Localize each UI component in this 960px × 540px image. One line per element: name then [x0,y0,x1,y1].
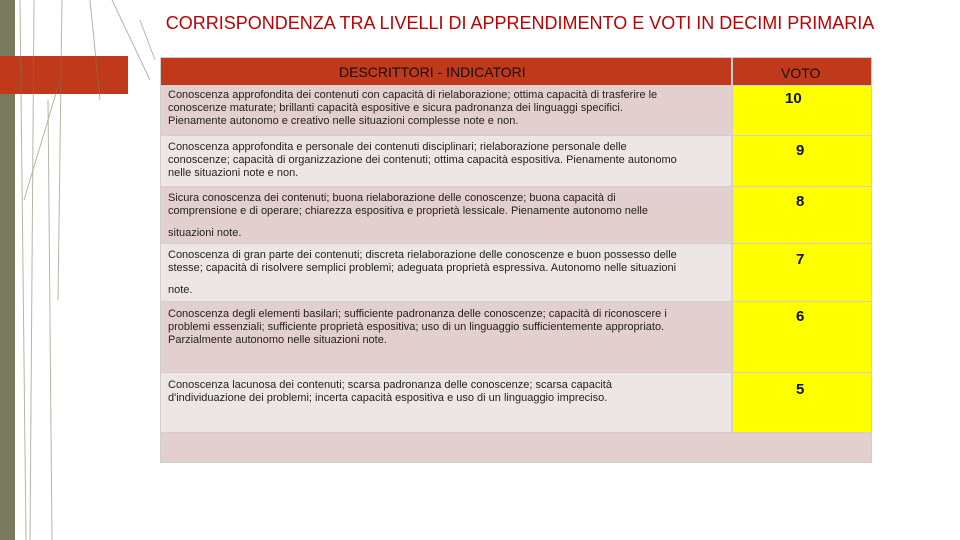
table-row-description [161,302,731,372]
grade-cell: 6 [733,302,871,372]
description-line: stesse; capacità di risolvere semplici problemi; adeguata proprietà espressiva. Autonomo nelle situazioni [168,262,677,274]
description-line: Conoscenza approfondita e personale dei contenuti disciplinari; rielaborazione personale delle [168,141,627,153]
description-line: problemi essenziali; sufficiente proprietà espositiva; uso di un linguaggio sufficientemente appropriato. [168,321,665,333]
decorative-lines [0,0,160,540]
description-line: nelle situazioni note e non. [168,167,299,179]
table-row-description [161,187,731,243]
header-grade: VOTO [733,58,871,85]
table-row-description [161,86,731,135]
description-line: Conoscenza approfondita dei contenuti con capacità di rielaborazione; ottima capacità di trasferire le [168,89,658,101]
description-line: Parzialmente autonomo nelle situazioni note. [168,334,387,346]
description-line: Conoscenza lacunosa dei contenuti; scarsa padronanza delle conoscenze; scarsa capacità [168,379,612,391]
description-line: note. [168,284,193,296]
grade-cell: 10 [733,86,871,135]
page-title: CORRISPONDENZA TRA LIVELLI DI APPRENDIMENTO E VOTI IN DECIMI PRIMARIA [165,13,875,33]
description-line: Conoscenza degli elementi basilari; sufficiente padronanza delle conoscenze; capacità di riconoscere i [168,308,667,320]
grade-cell: 5 [733,373,871,432]
grades-table [160,57,872,463]
empty-row [161,433,871,462]
grade-cell: 7 [733,244,871,301]
description-line: conoscenze; capacità di organizzazione dei contenuti; ottima capacità espositiva. Pienamente autonomo [168,154,677,166]
table-row-description [161,136,731,186]
description-line: conoscenze maturate; brillanti capacità espositive e sicura padronanza dei linguaggi specifici. [168,102,623,114]
description-line: Conoscenza di gran parte dei contenuti; discreta rielaborazione delle conoscenze e buon possesso delle [168,249,677,261]
header-descriptors: DESCRITTORI - INDICATORI [161,58,731,85]
grade-cell: 8 [733,187,871,243]
table-row-description [161,244,731,301]
description-line: situazioni note. [168,227,242,239]
description-line: Pienamente autonomo e creativo nelle situazioni complesse note e non. [168,115,519,127]
description-line: comprensione e di operare; chiarezza espositiva e proprietà lessicale. Pienamente autonomo nelle [168,205,648,217]
grade-cell: 9 [733,136,871,186]
table-row-description [161,373,731,432]
description-line: Sicura conoscenza dei contenuti; buona rielaborazione delle conoscenze; buona capacità di [168,192,616,204]
description-line: d'individuazione dei problemi; incerta capacità espositiva e uso di un linguaggio impreciso. [168,392,608,404]
